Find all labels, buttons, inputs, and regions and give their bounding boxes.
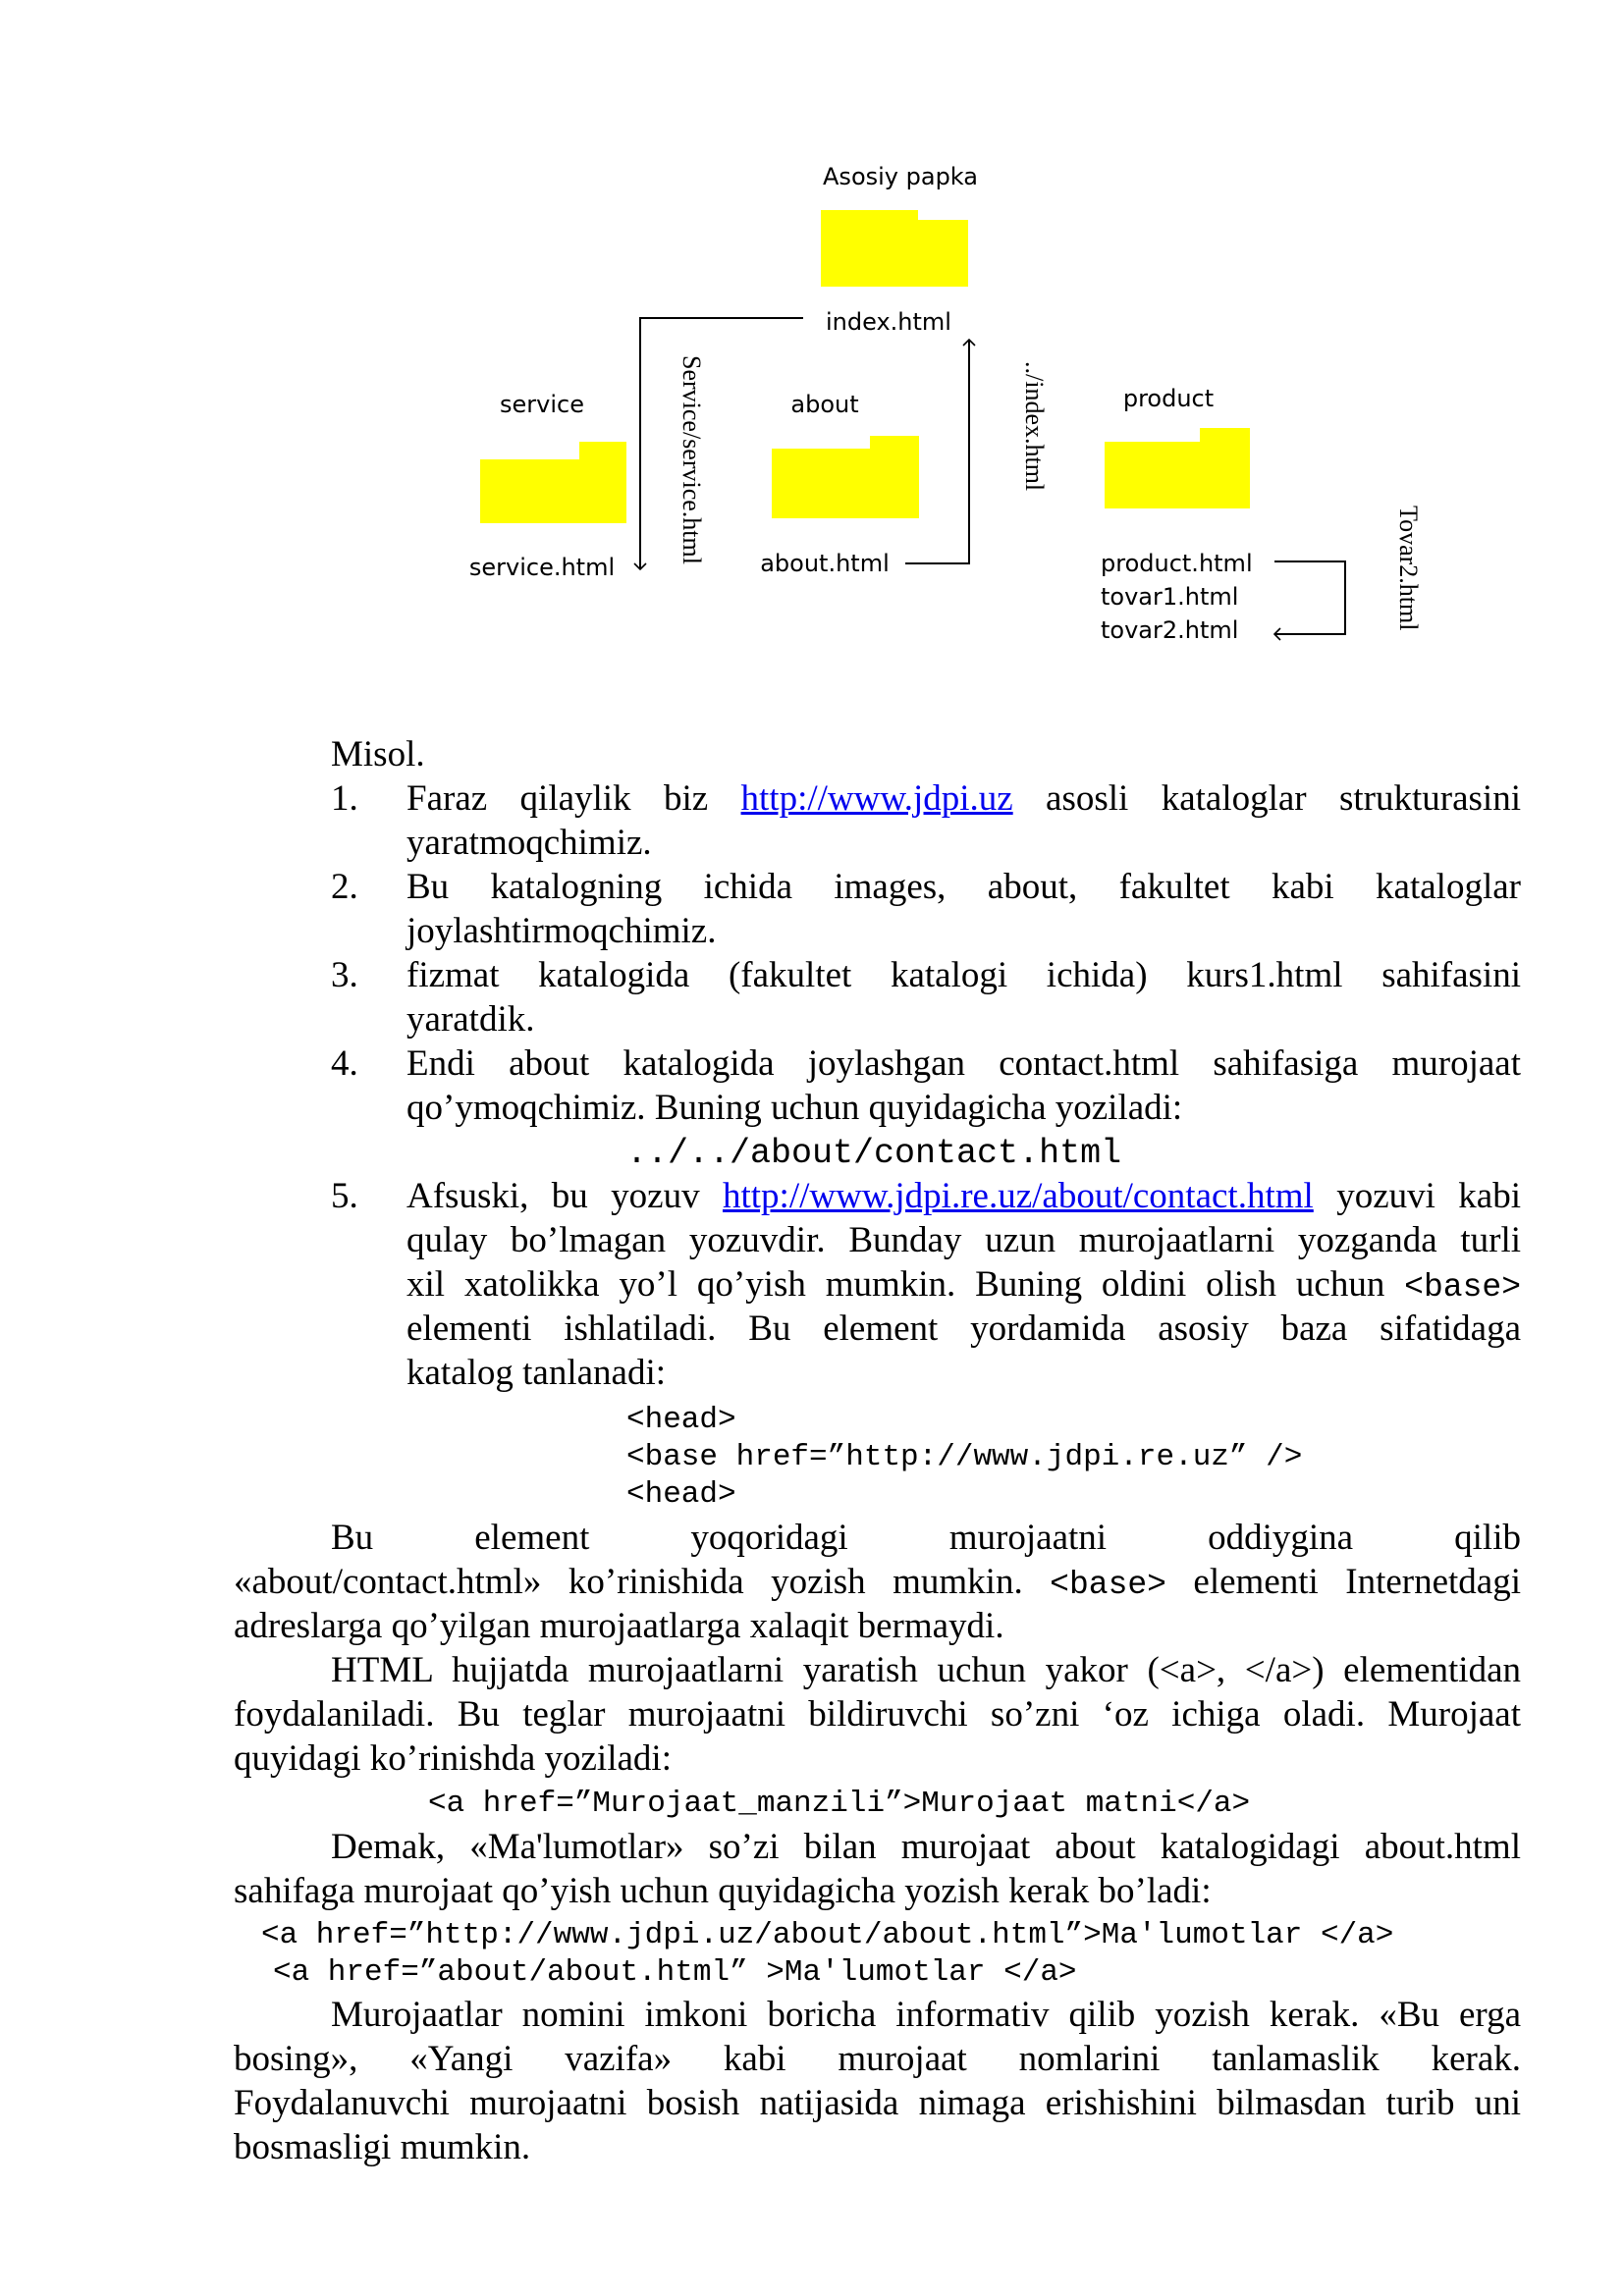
paragraph-line: bosing», «Yangi vazifa» kabi murojaat nomlarini tanlamaslik kerak.	[234, 2039, 1521, 2079]
list-number: 4.	[331, 1043, 358, 1084]
list-item-line: Faraz qilaylik biz http://www.jdpi.uz asosli kataloglar strukturasini	[406, 778, 1521, 819]
service-link-label: Service/service.html	[677, 355, 706, 564]
list-item-line: Afsuski, bu yozuv http://www.jdpi.re.uz/about/contact.html yozuvi kabi	[406, 1176, 1521, 1216]
list-item-line: Bu katalogning ichida images, about, fakultet kabi kataloglar	[406, 867, 1521, 907]
about-folder-label: about	[790, 391, 859, 418]
list-number: 5.	[331, 1176, 358, 1216]
service-link-arrow	[640, 318, 803, 569]
code-line: <base href=”http://www.jdpi.re.uz” />	[626, 1440, 1303, 1474]
product-file-label: product.html	[1101, 550, 1253, 577]
list-item-line: Endi about katalogida joylashgan contact.html sahifasiga murojaat	[406, 1043, 1521, 1084]
list-item-line: fizmat katalogida (fakultet katalogi ichida) kurs1.html sahifasini	[406, 955, 1521, 995]
paragraph-line: sahifaga murojaat qo’yish uchun quyidagicha yozish kerak bo’ladi:	[234, 1871, 1212, 1911]
about-folder-icon	[772, 436, 919, 518]
service-folder-label: service	[500, 391, 584, 418]
folder-structure-diagram	[0, 0, 1624, 687]
paragraph-line: HTML hujjatda murojaatlarni yaratish uchun yakor (<a>, </a>) elementidan	[331, 1650, 1521, 1690]
misol-label: Misol.	[331, 734, 425, 774]
list-item-line: elementi ishlatiladi. Bu element yordamida asosiy baza sifatidaga	[406, 1308, 1521, 1349]
product-folder-label: product	[1122, 385, 1215, 412]
code-line: <head>	[626, 1403, 736, 1437]
paragraph-line: quyidagi ko’rinishda yoziladi:	[234, 1738, 672, 1779]
service-folder-icon	[480, 442, 626, 523]
code-line: <head>	[626, 1477, 736, 1512]
paragraph-line: Demak, «Ma'lumotlar» so’zi bilan murojaat about katalogidagi about.html	[331, 1827, 1521, 1867]
code-line: <a href=”about/about.html” >Ma'lumotlar </a>	[273, 1955, 1077, 1990]
paragraph-line: foydalaniladi. Bu teglar murojaatni bildiruvchi so’zni ‘oz ichiga oladi. Murojaat	[234, 1694, 1521, 1735]
paragraph-line: Bu element yoqoridagi murojaatni oddiygina qilib	[331, 1518, 1521, 1558]
list-number: 1.	[331, 778, 358, 819]
root-file-label: index.html	[826, 308, 951, 336]
code-line: <a href=”Murojaat_manzili”>Murojaat matni</a>	[428, 1787, 1251, 1821]
list-item-line: xil xatolikka yo’l qo’yish mumkin. Buning oldini olish uchun <base>	[406, 1264, 1521, 1306]
paragraph-line: Foydalanuvchi murojaatni bosish natijasida nimaga erishishini bilmasdan turib uni	[234, 2083, 1521, 2123]
tovar2-link-label: Tovar2.html	[1394, 506, 1423, 631]
list-item-line: qulay bo’lmagan yozuvdir. Bunday uzun murojaatlarni yozganda turli	[406, 1220, 1521, 1260]
product-folder-icon	[1105, 428, 1250, 508]
list-item-line: qo’ymoqchimiz. Buning uchun quyidagicha yoziladi:	[406, 1088, 1183, 1128]
index-link-label: ../index.html	[1020, 361, 1049, 492]
paragraph-line: adreslarga qo’yilgan murojaatlarga xalaqit bermaydi.	[234, 1606, 1004, 1646]
list-number: 2.	[331, 867, 358, 907]
about-file-label: about.html	[760, 550, 890, 577]
root-folder-label: Asosiy papka	[823, 163, 978, 190]
service-file-label: service.html	[468, 554, 616, 581]
tovar2-link-arrow	[1274, 561, 1345, 634]
tovar1-file-label: tovar1.html	[1101, 583, 1239, 611]
jdpi-link[interactable]: http://www.jdpi.uz	[740, 778, 1013, 819]
base-tag-inline: <base>	[1404, 1269, 1521, 1306]
paragraph-line: «about/contact.html» ko’rinishida yozish mumkin. <base> elementi Internetdagi	[234, 1562, 1521, 1603]
jdpi-contact-link[interactable]: http://www.jdpi.re.uz/about/contact.html	[722, 1176, 1314, 1216]
tovar2-file-label: tovar2.html	[1101, 616, 1239, 644]
paragraph-line: bosmasligi mumkin.	[234, 2127, 531, 2167]
root-folder-icon	[821, 210, 968, 287]
code-example: ../../about/contact.html	[626, 1134, 1122, 1173]
list-number: 3.	[331, 955, 358, 995]
list-item-line: joylashtirmoqchimiz.	[406, 911, 717, 951]
list-item-line: katalog tanlanadi:	[406, 1353, 667, 1393]
paragraph-line: Murojaatlar nomini imkoni boricha informativ qilib yozish kerak. «Bu erga	[331, 1995, 1521, 2035]
list-item-line: yaratdik.	[406, 999, 535, 1040]
base-tag-inline: <base>	[1050, 1567, 1166, 1603]
list-item-line: yaratmoqchimiz.	[406, 823, 652, 863]
code-line: <a href=”http://www.jdpi.uz/about/about.html”>Ma'lumotlar </a>	[261, 1918, 1394, 1952]
